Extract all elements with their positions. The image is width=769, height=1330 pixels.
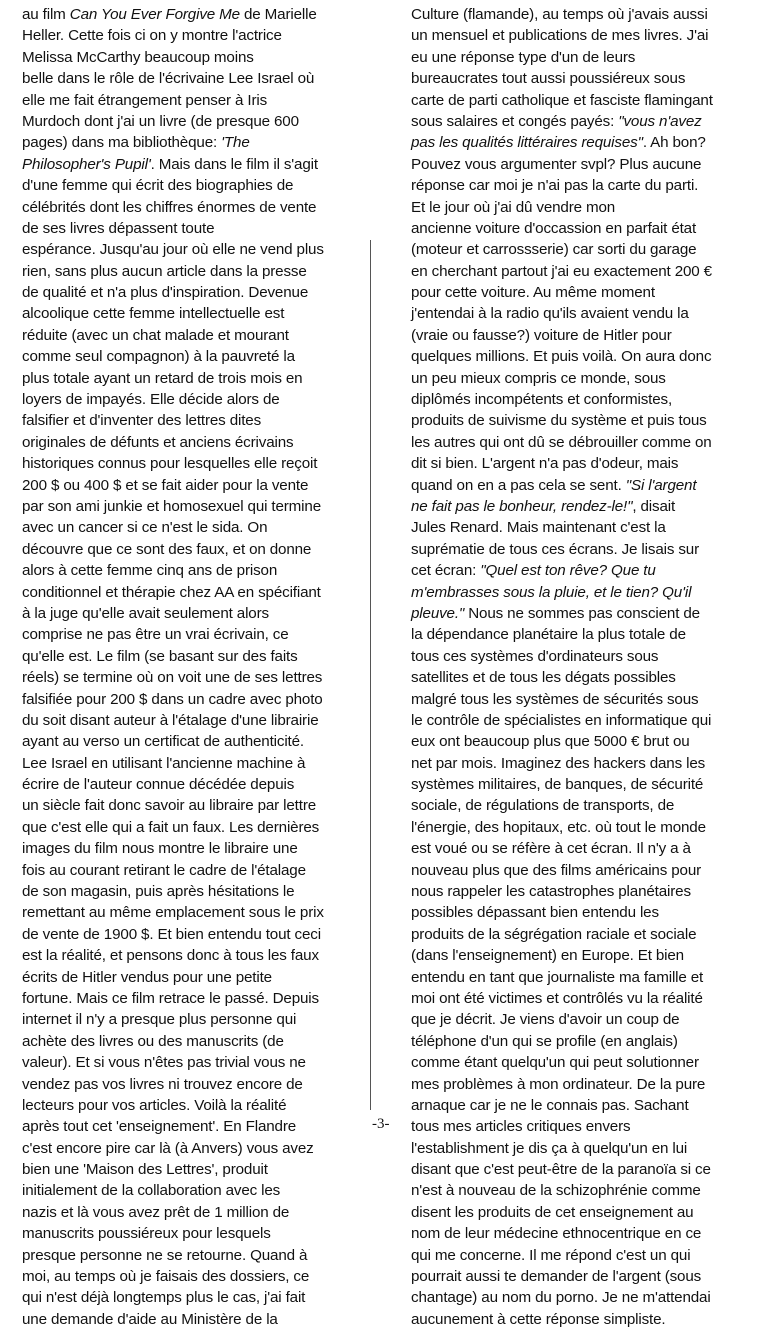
text-line bbox=[22, 795, 382, 816]
text-segment: que c'est elle qui a fait un faux. Les dernières bbox=[22, 818, 320, 836]
text-segment: est voué ou se réfère à cet écran. Il n'y a à bbox=[411, 840, 691, 858]
text-segment: de son magasin, puis après hésitations le bbox=[22, 883, 295, 901]
text-segment: achète des livres ou des manuscrits (de bbox=[22, 1032, 284, 1050]
text-segment: loyers de impayés. Elle décide alors de bbox=[22, 391, 280, 409]
text-segment: téléphone d'un qui se profile (en anglais) bbox=[411, 1032, 678, 1050]
text-line bbox=[411, 90, 769, 111]
text-line bbox=[22, 1266, 382, 1287]
text-line bbox=[22, 111, 382, 132]
text-line bbox=[411, 1180, 769, 1201]
text-line bbox=[22, 1095, 382, 1116]
text-segment: que je décrit. Je viens d'avoir un coup de bbox=[411, 1011, 680, 1029]
text-segment: avec un cancer si ce n'est le sida. On bbox=[22, 519, 268, 537]
text-line bbox=[22, 624, 382, 645]
text-line bbox=[411, 154, 769, 175]
text-segment: nom de leur médecine ethnocentrique en ce bbox=[411, 1225, 702, 1243]
text-segment: . Mais dans le film il s'agit bbox=[150, 155, 318, 173]
text-line bbox=[411, 25, 769, 46]
text-segment: j'entendai à la radio qu'ils avaient vendu la bbox=[411, 305, 689, 323]
text-line bbox=[411, 689, 769, 710]
text-line bbox=[411, 239, 769, 260]
text-segment: quelques millions. Et puis voilà. On aura donc bbox=[411, 348, 712, 366]
text-segment: cet écran: bbox=[411, 562, 481, 580]
text-segment: c'est encore pire car là (à Anvers) vous avez bbox=[22, 1139, 314, 1157]
text-line bbox=[22, 1309, 382, 1330]
text-line bbox=[22, 838, 382, 859]
text-segment: elle me fait étrangement penser à Iris bbox=[22, 91, 268, 109]
text-segment: possibles dépassant bien entendu les bbox=[411, 904, 659, 922]
text-segment: fortune. Mais ce film retrace le passé. Depuis bbox=[22, 989, 319, 1007]
text-segment: historiques connus pour lesquelles elle reçoit bbox=[22, 455, 318, 473]
text-segment: mes problèmes à mon ordinateur. De la pure bbox=[411, 1075, 706, 1093]
text-segment: manuscrits poussiéreux pour lesquels bbox=[22, 1225, 271, 1243]
right-text-column bbox=[411, 4, 769, 1330]
text-segment: valeur). Et si vous n'êtes pas trivial vous ne bbox=[22, 1054, 306, 1072]
text-segment: plus totale ayant un retard de trois mois en bbox=[22, 369, 303, 387]
text-line bbox=[22, 860, 382, 881]
text-line bbox=[411, 624, 769, 645]
text-line bbox=[411, 539, 769, 560]
text-segment: à la juge qu'elle avait seulement alors bbox=[22, 604, 269, 622]
text-line bbox=[22, 239, 382, 260]
text-segment: du soit disant auteur à l'étalage d'une librairie bbox=[22, 711, 319, 729]
text-segment: espérance. Jusqu'au jour où elle ne vend plus bbox=[22, 241, 324, 259]
text-segment: sociale, de régulations de transports, de bbox=[411, 797, 675, 815]
text-segment: découvre que ce sont des faux, et on donne bbox=[22, 540, 312, 558]
text-segment: moi ont été victimes et contrôlés vu la réalité bbox=[411, 989, 703, 1007]
text-segment: Culture (flamande), au temps où j'avais aussi bbox=[411, 6, 708, 23]
text-line bbox=[411, 753, 769, 774]
text-line bbox=[411, 1309, 769, 1330]
text-segment: (vraie ou fausse?) voiture de Hitler pour bbox=[411, 326, 672, 344]
text-segment: 200 $ ou 400 $ et se fait aider pour la vente bbox=[22, 476, 309, 494]
text-segment: carte de parti catholique et fasciste flamingant bbox=[411, 91, 713, 109]
text-line bbox=[22, 988, 382, 1009]
text-segment: aucunement à cette réponse simpliste. bbox=[411, 1310, 666, 1328]
text-segment: produits de la ségrégation raciale et sociale bbox=[411, 925, 697, 943]
text-line bbox=[411, 860, 769, 881]
text-segment: n'est à nouveau de la schizophrénie comme bbox=[411, 1182, 701, 1200]
text-line bbox=[411, 453, 769, 474]
italic-text: "Si l'argent bbox=[625, 476, 697, 494]
text-line bbox=[22, 1116, 382, 1137]
italic-text: pleuve." bbox=[411, 604, 465, 622]
text-line bbox=[22, 453, 382, 474]
italic-text: Philosopher's Pupil' bbox=[22, 155, 151, 173]
text-line bbox=[22, 68, 382, 89]
text-line bbox=[411, 1116, 769, 1137]
text-line bbox=[22, 817, 382, 838]
text-line bbox=[411, 517, 769, 538]
text-line bbox=[22, 282, 382, 303]
text-segment: disent les produits de cet enseignement au bbox=[411, 1203, 694, 1221]
text-segment: pourrait aussi te demander de l'argent (sous bbox=[411, 1268, 702, 1286]
text-line bbox=[22, 1159, 382, 1180]
text-line bbox=[411, 795, 769, 816]
text-line bbox=[411, 560, 769, 581]
text-line bbox=[411, 4, 769, 25]
text-segment: pour cette voiture. Au même moment bbox=[411, 284, 655, 302]
text-line bbox=[411, 710, 769, 731]
text-segment: fois au courant retirant le cadre de l'étalage bbox=[22, 861, 306, 879]
text-segment: Lee Israel en utilisant l'ancienne machine à bbox=[22, 754, 306, 772]
text-line bbox=[22, 132, 382, 153]
text-segment: falsifier et d'inventer des lettres dites bbox=[22, 412, 262, 430]
text-line bbox=[22, 710, 382, 731]
text-segment: suprématie de tous ces écrans. Je lisais sur bbox=[411, 540, 699, 558]
text-segment: Melissa McCarthy beaucoup moins bbox=[22, 48, 254, 66]
text-segment: la dépendance planétaire la plus totale de bbox=[411, 626, 686, 644]
italic-text: 'The bbox=[221, 134, 250, 152]
text-line bbox=[411, 218, 769, 239]
text-line bbox=[22, 261, 382, 282]
text-line bbox=[411, 646, 769, 667]
text-line bbox=[22, 25, 382, 46]
text-segment: rien, sans plus aucun article dans la presse bbox=[22, 262, 307, 280]
text-segment: réduite (avec un chat malade et mourant bbox=[22, 326, 289, 344]
page-number: -3- bbox=[372, 1116, 390, 1132]
text-segment: images du film nous montre le libraire une bbox=[22, 840, 298, 858]
text-segment: écrire de l'auteur connue décédée depuis bbox=[22, 776, 295, 794]
text-segment: comprise ne pas être un vrai écrivain, ce bbox=[22, 626, 289, 644]
text-line bbox=[411, 175, 769, 196]
text-line bbox=[22, 175, 382, 196]
text-line bbox=[22, 197, 382, 218]
text-segment: les autres qui ont dû se débrouiller comme on bbox=[411, 433, 712, 451]
text-segment: nazis et là vous avez prêt de 1 million de bbox=[22, 1203, 290, 1221]
text-segment: originales de défunts et anciens écrivains bbox=[22, 433, 294, 451]
text-segment: l'énergie, des hopitaux, etc. où tout le monde bbox=[411, 818, 706, 836]
text-segment: de ses livres dépassent toute bbox=[22, 219, 215, 237]
text-segment: comme seul compagnon) à la pauvreté la bbox=[22, 348, 295, 366]
text-segment: de vente de 1900 $. Et bien entendu tout ceci bbox=[22, 925, 321, 943]
text-segment: Et le jour où j'ai dû vendre mon bbox=[411, 198, 616, 216]
text-segment: disant que c'est peut-être de la paranoïa si ce bbox=[411, 1161, 711, 1179]
text-line bbox=[22, 1052, 382, 1073]
text-line bbox=[22, 560, 382, 581]
text-line bbox=[411, 389, 769, 410]
italic-text: ne fait pas le bonheur, rendez-le!" bbox=[411, 497, 633, 515]
text-segment: moi, au temps où je faisais des dossiers, ce bbox=[22, 1268, 310, 1286]
text-line bbox=[411, 410, 769, 431]
text-line bbox=[411, 1138, 769, 1159]
text-line bbox=[411, 1052, 769, 1073]
text-segment: au film bbox=[22, 6, 70, 23]
text-segment: . Ah bon? bbox=[642, 134, 706, 152]
text-line bbox=[411, 368, 769, 389]
text-segment: en cherchant partout j'ai eu exactement 200 € bbox=[411, 262, 712, 280]
text-line bbox=[411, 1202, 769, 1223]
text-segment: nouveau plus que des films américains pour bbox=[411, 861, 702, 879]
text-segment: après tout cet 'enseignement'. En Flandre bbox=[22, 1118, 297, 1136]
text-line bbox=[22, 582, 382, 603]
text-line bbox=[411, 282, 769, 303]
text-line bbox=[22, 496, 382, 517]
text-line bbox=[411, 1031, 769, 1052]
text-segment: Murdoch dont j'ai un livre (de presque 600 bbox=[22, 112, 299, 130]
text-line bbox=[22, 753, 382, 774]
text-line bbox=[22, 731, 382, 752]
text-segment: satellites et de tous les dégats possibles bbox=[411, 669, 676, 687]
italic-text: pas les qualités littéraires requises" bbox=[411, 134, 643, 152]
italic-text: "Quel est ton rêve? Que tu bbox=[480, 562, 656, 580]
text-line bbox=[22, 154, 382, 175]
text-line bbox=[411, 496, 769, 517]
text-line bbox=[411, 774, 769, 795]
text-segment: Nous ne sommes pas conscient de bbox=[464, 604, 700, 622]
text-line bbox=[411, 1009, 769, 1030]
text-line bbox=[22, 325, 382, 346]
text-line bbox=[22, 667, 382, 688]
text-segment: quand on en a pas cela se sent. bbox=[411, 476, 626, 494]
column-divider bbox=[370, 240, 371, 1110]
text-line bbox=[22, 410, 382, 431]
text-segment: un mensuel et publications de mes livres. J'ai bbox=[411, 27, 709, 45]
text-line bbox=[411, 817, 769, 838]
text-line bbox=[411, 325, 769, 346]
text-line bbox=[22, 1202, 382, 1223]
text-line bbox=[22, 689, 382, 710]
text-line bbox=[22, 47, 382, 68]
text-segment: bureaucrates tout aussi poussiéreux sous bbox=[411, 70, 686, 88]
text-line bbox=[22, 1074, 382, 1095]
text-segment: ancienne voiture d'occassion en parfait état bbox=[411, 219, 697, 237]
text-line bbox=[22, 1031, 382, 1052]
text-line bbox=[22, 1287, 382, 1308]
text-line bbox=[22, 432, 382, 453]
text-line bbox=[411, 303, 769, 324]
text-segment: alors à cette femme cinq ans de prison bbox=[22, 562, 278, 580]
text-segment: belle dans le rôle de l'écrivaine Lee Israel où bbox=[22, 70, 315, 88]
text-segment: qui me concerne. Il me répond c'est un qui bbox=[411, 1246, 691, 1264]
text-segment: comme étant quelqu'un qui peut solutionner bbox=[411, 1054, 699, 1072]
text-segment: (moteur et carrossserie) car sorti du garage bbox=[411, 241, 697, 259]
text-segment: tous ces systèmes d'ordinateurs sous bbox=[411, 647, 659, 665]
text-line bbox=[22, 517, 382, 538]
text-segment: qu'elle est. Le film (se basant sur des faits bbox=[22, 647, 298, 665]
text-segment: par son ami junkie et homosexuel qui termine bbox=[22, 497, 321, 515]
text-line bbox=[22, 346, 382, 367]
text-line bbox=[411, 881, 769, 902]
text-segment: entendu en tant que journaliste ma famille et bbox=[411, 968, 704, 986]
text-line bbox=[22, 945, 382, 966]
text-segment: systèmes militaires, de banques, de sécurité bbox=[411, 776, 704, 794]
text-line bbox=[411, 261, 769, 282]
text-line bbox=[411, 945, 769, 966]
text-segment: remettant au même emplacement sous le prix bbox=[22, 904, 324, 922]
text-segment: est la réalité, et pensons donc à tous les faux bbox=[22, 947, 319, 965]
text-line bbox=[22, 1009, 382, 1030]
text-line bbox=[411, 582, 769, 603]
text-line bbox=[411, 68, 769, 89]
text-line bbox=[411, 902, 769, 923]
text-segment: malgré tous les systèmes de sécurités sous bbox=[411, 690, 699, 708]
text-line bbox=[411, 988, 769, 1009]
text-segment: célébrités dont les chiffres énormes de vente bbox=[22, 198, 317, 216]
text-segment: un peu mieux compris ce monde, sous bbox=[411, 369, 666, 387]
text-segment: alcoolique cette femme intellectuelle est bbox=[22, 305, 285, 323]
text-line bbox=[22, 646, 382, 667]
text-segment: l'establishment je dis ça à quelqu'un en lui bbox=[411, 1139, 688, 1157]
text-line bbox=[22, 1245, 382, 1266]
text-segment: chantage) au nom du porno. Je ne m'attendai bbox=[411, 1289, 711, 1307]
text-line bbox=[22, 1180, 382, 1201]
text-line bbox=[411, 667, 769, 688]
text-line bbox=[22, 603, 382, 624]
text-segment: de qualité et n'a plus d'inspiration. Devenue bbox=[22, 284, 309, 302]
italic-text: Can You Ever Forgive Me bbox=[69, 6, 240, 23]
text-segment: tous mes articles critiques envers bbox=[411, 1118, 631, 1136]
text-segment: eu une réponse type d'un de leurs bbox=[411, 48, 636, 66]
text-segment: Heller. Cette fois ci on y montre l'actrice bbox=[22, 27, 282, 45]
text-segment: Jules Renard. Mais maintenant c'est la bbox=[411, 519, 666, 537]
text-segment: dit si bien. L'argent n'a pas d'odeur, mais bbox=[411, 455, 679, 473]
text-segment: produits de suivisme du système et puis tous bbox=[411, 412, 707, 430]
text-line bbox=[22, 774, 382, 795]
text-segment: falsifiée pour 200 $ dans un cadre avec photo bbox=[22, 690, 323, 708]
text-line bbox=[411, 1074, 769, 1095]
text-line bbox=[411, 475, 769, 496]
text-segment: bien une 'Maison des Lettres', produit bbox=[22, 1161, 268, 1179]
text-line bbox=[22, 1223, 382, 1244]
text-line bbox=[411, 346, 769, 367]
text-segment: arnaque car je ne le connais pas. Sachant bbox=[411, 1096, 689, 1114]
text-line bbox=[411, 838, 769, 859]
italic-text: m'embrasses sous la pluie, et le tien? Qu'il bbox=[411, 583, 692, 601]
text-segment: , disait bbox=[632, 497, 676, 515]
text-line bbox=[22, 881, 382, 902]
text-segment: nous rappeler les catastrophes planétaires bbox=[411, 883, 691, 901]
text-line bbox=[411, 111, 769, 132]
text-line bbox=[411, 967, 769, 988]
text-line bbox=[22, 539, 382, 560]
text-segment: réponse car moi je n'ai pas la carte du parti. bbox=[411, 177, 699, 195]
text-segment: écrits de Hitler vendus pour une petite bbox=[22, 968, 272, 986]
text-line bbox=[22, 368, 382, 389]
text-segment: initialement de la collaboration avec les bbox=[22, 1182, 281, 1200]
text-line bbox=[411, 924, 769, 945]
text-segment: Pouvez vous argumenter svpl? Plus aucune bbox=[411, 155, 702, 173]
text-line bbox=[22, 4, 382, 25]
text-segment: qui n'est déjà longtemps plus le cas, j'ai fait bbox=[22, 1289, 306, 1307]
text-segment: eux ont beaucoup plus que 5000 € brut ou bbox=[411, 733, 690, 751]
text-line bbox=[22, 90, 382, 111]
text-line bbox=[22, 902, 382, 923]
text-segment: de Marielle bbox=[239, 6, 317, 23]
text-segment: net par mois. Imaginez des hackers dans les bbox=[411, 754, 706, 772]
text-line bbox=[411, 731, 769, 752]
text-line bbox=[22, 924, 382, 945]
text-line bbox=[411, 1266, 769, 1287]
text-segment: une demande d'aide au Ministère de la bbox=[22, 1310, 278, 1328]
italic-text: "vous n'avez bbox=[618, 112, 702, 130]
text-line bbox=[22, 967, 382, 988]
text-segment: le contrôle de spécialistes en informatique qui bbox=[411, 711, 712, 729]
text-segment: ayant au verso un certificat de authenticité. bbox=[22, 733, 304, 751]
text-segment: vendez pas vos livres ni trouvez encore de bbox=[22, 1075, 303, 1093]
text-line bbox=[411, 432, 769, 453]
text-segment: (dans l'enseignement) en Europe. Et bien bbox=[411, 947, 684, 965]
text-line bbox=[22, 1138, 382, 1159]
text-segment: internet il n'y a presque plus personne qui bbox=[22, 1011, 297, 1029]
text-segment: presque personne ne se retourne. Quand à bbox=[22, 1246, 308, 1264]
text-line bbox=[411, 603, 769, 624]
text-segment: conditionnel et thérapie chez AA en spécifiant bbox=[22, 583, 321, 601]
text-line bbox=[411, 1245, 769, 1266]
text-line bbox=[411, 1287, 769, 1308]
text-segment: un siècle fait donc savoir au libraire par lettre bbox=[22, 797, 317, 815]
text-segment: sous salaires et congés payés: bbox=[411, 112, 619, 130]
text-line bbox=[22, 475, 382, 496]
text-line bbox=[411, 47, 769, 68]
text-segment: d'une femme qui écrit des biographies de bbox=[22, 177, 294, 195]
text-line bbox=[22, 218, 382, 239]
text-segment: diplômés incompétents et conformistes, bbox=[411, 391, 673, 409]
text-line bbox=[411, 197, 769, 218]
text-line bbox=[411, 1223, 769, 1244]
text-segment: lecteurs pour vos articles. Voilà la réalité bbox=[22, 1096, 287, 1114]
left-text-column bbox=[22, 4, 382, 1330]
text-line bbox=[22, 303, 382, 324]
text-line bbox=[411, 1095, 769, 1116]
text-segment: pages) dans ma bibliothèque: bbox=[22, 134, 222, 152]
text-line bbox=[411, 132, 769, 153]
text-line bbox=[22, 389, 382, 410]
text-line bbox=[411, 1159, 769, 1180]
text-segment: réels) se termine où on voit une de ses lettres bbox=[22, 669, 323, 687]
